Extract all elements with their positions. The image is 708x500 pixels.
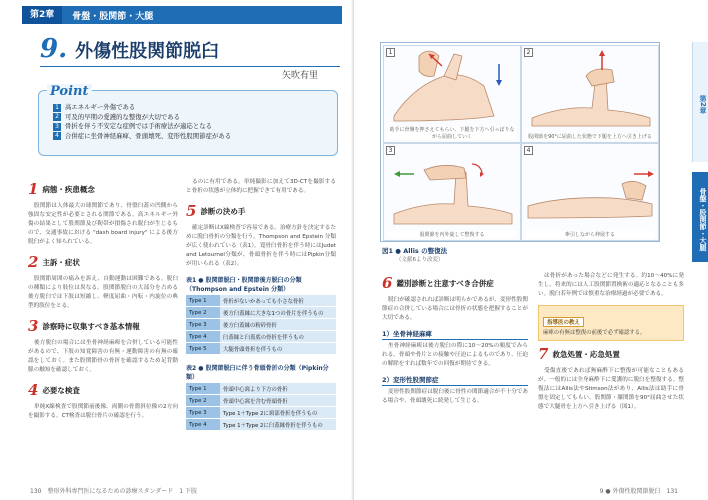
section-heading — [28, 253, 178, 271]
table-cell-type: Type 3 — [186, 319, 220, 331]
panel-number: 2 — [524, 48, 533, 57]
table2-caption: 表2 ● 股関節脱臼に伴う骨頭骨折の分類（Pipkin分類） — [186, 365, 329, 381]
point-item — [53, 103, 231, 113]
point-number: 1 — [53, 104, 61, 112]
section-title: 主訴・症状 — [42, 257, 80, 267]
table-cell-desc: Type 1＋Type 2に臼蓋縁骨折を伴うもの — [220, 419, 336, 431]
figure-panel-1 — [383, 45, 521, 143]
section-heading — [28, 381, 178, 399]
title-text: 外傷性股関節脱臼 — [75, 41, 220, 62]
table-row — [186, 319, 336, 331]
middle-column — [186, 178, 336, 439]
section-title: 鑑別診断と注意すべき合併症 — [396, 278, 494, 288]
table-row — [186, 383, 336, 395]
point-number: 2 — [53, 113, 61, 121]
panel-caption: 股関節を内外旋して整復する — [388, 231, 516, 238]
point-text: 骨折を伴う不安定な症例では手術療法が適応となる — [65, 122, 212, 130]
table1-caption: 表1 ● 股関節脱臼・股関節後方脱臼の分類（Thompson and Epstein 分類） — [186, 277, 302, 293]
point-list — [53, 103, 231, 141]
section-number: 1 — [28, 180, 39, 198]
footer-left: 130 整形外科専門医になるための診療スタンダード 1 下肢 — [30, 488, 197, 495]
table-cell-type: Type 1 — [186, 295, 220, 307]
section-body: 確定診断はX線検査で容易である。治療方針を決定するために脱臼骨折の分類を行う。Thompson and Epstein 分類が広く使われている（表1）。寛骨臼骨折を伴う時にはJudet and Letournel分類が、骨頭骨折を伴う時にはPipkin分類が用いられる（表2）。 — [186, 225, 336, 267]
note-label: 指導医の教え — [543, 317, 584, 327]
subsection-title: 2）変形性股関節症 — [382, 375, 528, 386]
section-body: るのに有用である。単純撮影に加えて3D-CTを撮影すると骨折の状態が立体的に把握できて有用である。 — [186, 179, 336, 194]
section-body: 股関節は人体最大の球関節であり、骨盤臼蓋の凹側から強固な安定性が必要とされる関節である。高エネルギー外傷の結果として股関節及び靭帯が損傷され脱臼が生じるもので、交通事故における "dash board injury" による後方脱臼がよく知られている。 — [28, 203, 178, 245]
point-box — [38, 84, 338, 156]
right-page — [354, 0, 708, 500]
table-row — [186, 343, 336, 355]
point-text: 合併症に坐骨神経麻痺、骨頭壊死、変形性股関節症がある — [65, 131, 232, 140]
table-row — [186, 419, 336, 431]
table-cell-type: Type 5 — [186, 343, 220, 355]
section-title: 診断の決め手 — [200, 206, 246, 216]
panel-number: 4 — [524, 146, 533, 155]
table1 — [186, 295, 336, 355]
section-heading — [538, 345, 684, 363]
table-cell-desc: 後方臼蓋縁に大きな1つの骨片を伴うもの — [220, 307, 336, 319]
table-cell-type: Type 4 — [186, 331, 220, 343]
author: 矢吹有里 — [282, 71, 319, 81]
section-title: 病態・疾患概念 — [42, 184, 95, 194]
table-cell-type: Type 2 — [186, 395, 220, 407]
point-item — [53, 132, 231, 142]
section-body: 後方脱臼の場合には坐骨神経麻痺を合併している可能性があるので、下肢の知覚障害の有無・運動障害の有無の確認をしておく。また股関節骨の骨折を確認するため足背動脈の触知を確認しておく。 — [28, 340, 178, 373]
point-text: 可及的早期の愛護的な整復が大切である — [65, 112, 181, 121]
table-cell-desc: 骨頭中心窩より下方の骨折 — [220, 383, 336, 395]
allis-step-3-illustration — [384, 144, 522, 242]
table-cell-type: Type 1 — [186, 383, 220, 395]
section-body: 変形性股関節症は脱臼後に骨性の関節適合が不十分である場合や、骨頭壊死に続発して生じる。 — [382, 389, 528, 404]
left-column — [28, 178, 178, 427]
table-row — [186, 295, 336, 307]
section-number: 3 — [28, 317, 39, 335]
page-title — [40, 34, 219, 64]
section-body: は骨折があった場合などに発生する。約10〜40%に発生し、将来的には人工股関節置換術の適応となることも多い。脱臼若年例では慎重な治療経過が必要である。 — [538, 273, 684, 297]
title-rule — [40, 66, 340, 67]
table-row — [186, 407, 336, 419]
section-heading — [186, 202, 336, 220]
section-body: 脱臼が確認されれば診断は明らかであるが、変形性股関節症の合併している場合には骨折の状態を把握することが大切である。 — [382, 297, 528, 321]
section-body: 受傷直後であれば無麻酔下に整復が可能なこともあるが、一般的には全身麻酔下に愛護的に脱臼を整復する。整復法にはAllis法やStimson法があり、Allis法は助手に骨盤を固定してもらい、股関節・膝関節を90°屈曲させた状態で大腿骨を上方へ引き上げる（図1）。 — [538, 368, 684, 410]
table-cell-desc: 大腿骨頭骨折を伴うもの — [220, 343, 336, 355]
side-tab-chapter: 第2章 — [692, 42, 708, 162]
point-item — [53, 113, 231, 123]
panel-caption: 助手に骨盤を押さえてもらい、下腿を下方へ引っぱりながら屈曲していく — [389, 127, 515, 140]
chapter-number: 第2章 — [22, 6, 62, 24]
allis-step-4-illustration — [522, 144, 660, 242]
section-number: 5 — [186, 202, 197, 220]
point-item — [53, 122, 231, 132]
table-cell-desc: 臼蓋縁と臼蓋底の骨折を伴うもの — [220, 331, 336, 343]
section-heading — [28, 317, 178, 335]
section-heading — [28, 180, 178, 198]
figure-panel-3 — [383, 143, 521, 241]
section-title: 診察時に収集すべき基本情報 — [42, 321, 140, 331]
allis-step-2-illustration — [522, 46, 660, 144]
side-tab-title: 骨盤・股関節・大腿 — [692, 172, 708, 262]
figure-source: （文献6より改変） — [396, 257, 444, 263]
table-cell-type: Type 4 — [186, 419, 220, 431]
note-text: 麻痺の有無は整復の前後で必ず確認する。 — [543, 330, 646, 336]
figure-1 — [380, 42, 660, 242]
panel-number: 3 — [386, 146, 395, 155]
panel-number: 1 — [386, 48, 395, 57]
figure-caption: 図1 ● Allis の整復法 — [382, 247, 448, 255]
table-cell-desc: Type 1＋Type 2に頸部骨折を伴うもの — [220, 407, 336, 419]
table-cell-desc: 骨折がないかあっても小さな骨折 — [220, 295, 336, 307]
section-title: 必要な検査 — [42, 385, 80, 395]
section-heading — [382, 274, 528, 292]
table-row — [186, 395, 336, 407]
section-number: 7 — [538, 345, 549, 363]
table-cell-desc: 骨頭中心窩を含む骨頭骨折 — [220, 395, 336, 407]
figure-panel-4 — [521, 143, 659, 241]
instructor-note — [538, 305, 684, 341]
point-number: 4 — [53, 132, 61, 140]
section-body: 単純X線検査で股関節前後像、両側の骨盤斜位像の2方向を撮影する。CT検査は脱臼骨片の確認を行う。 — [28, 404, 178, 419]
section-number: 2 — [28, 253, 39, 271]
section-title: 救急処置・応急処置 — [552, 349, 620, 359]
title-number: 9. — [40, 34, 68, 64]
section-number: 4 — [28, 381, 39, 399]
table-cell-type: Type 3 — [186, 407, 220, 419]
chapter-title: 骨盤・股関節・大腿 — [72, 11, 154, 22]
section-number: 6 — [382, 274, 393, 292]
section-body: 坐骨神経麻痺は後方脱臼の際に10〜20%の頻度でみられる。骨頭や骨片との接触や圧迫によるものであり、圧迫の解除をすれば数年での回復が期待できる。 — [382, 343, 528, 367]
right-column-2 — [538, 272, 684, 418]
chapter-bar — [22, 6, 342, 24]
table-row — [186, 307, 336, 319]
table-cell-desc: 後方臼蓋縁の粉砕骨折 — [220, 319, 336, 331]
point-number: 3 — [53, 123, 61, 131]
footer-right: 9 ● 外傷性股関節脱臼 131 — [599, 488, 678, 495]
section-body: 股関節周囲の痛みを訴え、自動運動は困難である。脱臼の種類により肢位は異なる。股関節脱臼の大部分を占める後方脱臼では下肢は短縮し、軽度屈曲・内転・内旋位の典型的肢位をとる。 — [28, 276, 178, 309]
point-label: Point — [47, 84, 92, 99]
table2 — [186, 383, 336, 431]
subsection-title: 1）坐骨神経麻痺 — [382, 329, 528, 340]
table-row — [186, 331, 336, 343]
figure-panel-2 — [521, 45, 659, 143]
panel-caption: 牽引しながら伸展する — [526, 231, 654, 238]
point-text: 高エネルギー外傷である — [65, 103, 136, 111]
panel-caption: 股関節を90°に屈曲した状態で下腿を上方へ引き上げる — [526, 133, 654, 140]
right-column-1 — [382, 272, 528, 412]
table-cell-type: Type 2 — [186, 307, 220, 319]
